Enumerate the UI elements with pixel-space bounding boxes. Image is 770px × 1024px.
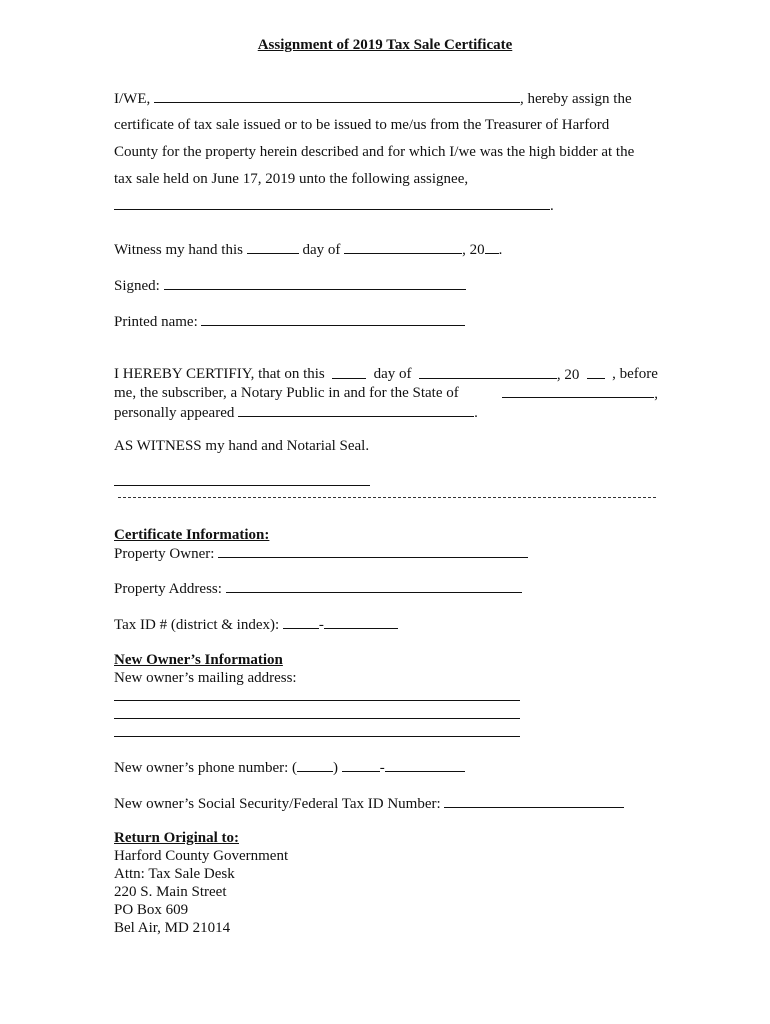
property-address-field[interactable] xyxy=(226,579,522,593)
assignee-name-field[interactable] xyxy=(114,196,550,210)
notary-row-2 xyxy=(114,384,658,403)
notary-row-1 xyxy=(114,365,658,384)
printed-name-label: Printed name: xyxy=(114,314,198,330)
printed-name-field[interactable] xyxy=(201,312,465,326)
assignee-line xyxy=(114,196,554,215)
assign-text-line-2: certificate of tax sale issued or to be issued to me/us from the Treasurer of Harford xyxy=(114,117,610,133)
signature-field[interactable] xyxy=(164,276,466,290)
tax-id-index-field[interactable] xyxy=(324,615,398,629)
property-address-line xyxy=(114,579,522,598)
phone-area-code-field[interactable] xyxy=(297,758,333,772)
document-title: Assignment of 2019 Tax Sale Certificate xyxy=(257,37,513,53)
notary-month-field[interactable] xyxy=(419,365,557,379)
witness-line xyxy=(114,240,502,259)
phone-separator: - xyxy=(379,760,385,776)
signed-line xyxy=(114,276,466,295)
notary-signature-line[interactable] xyxy=(114,485,370,486)
phone-label: New owner’s phone number: ( xyxy=(114,760,298,776)
assignor-name-field[interactable] xyxy=(154,89,520,103)
assignor-line xyxy=(114,89,632,108)
phone-prefix-field[interactable] xyxy=(342,758,380,772)
tax-id-label: Tax ID # (district & index): xyxy=(114,617,280,633)
property-owner-field[interactable] xyxy=(218,544,528,558)
notary-year-prefix: , 20 xyxy=(556,367,580,383)
mailing-address-field-1[interactable] xyxy=(114,700,520,701)
mailing-address-label: New owner’s mailing address: xyxy=(114,670,297,686)
phone-line xyxy=(114,758,465,777)
tax-id-line xyxy=(114,615,398,634)
ssn-label: New owner’s Social Security/Federal Tax ID Number: xyxy=(114,796,441,812)
assign-text-line-3: County for the property herein described and for which I/we was the high bidder at the xyxy=(114,144,635,160)
tax-id-separator: - xyxy=(318,617,324,633)
notary-year-field[interactable] xyxy=(587,365,605,379)
notary-state-field[interactable] xyxy=(502,384,654,398)
return-address-line: Attn: Tax Sale Desk xyxy=(114,866,235,882)
assign-text: , hereby assign the xyxy=(519,91,632,107)
notary-before: , before xyxy=(612,366,658,382)
witness-year-suffix: . xyxy=(498,242,503,258)
notary-day-field[interactable] xyxy=(332,365,366,379)
notary-day-of: day of xyxy=(373,366,412,382)
witness-day-of: day of xyxy=(302,242,341,258)
witness-year-prefix: , 20 xyxy=(462,242,485,258)
as-witness-text: AS WITNESS my hand and Notarial Seal. xyxy=(114,438,370,454)
tax-id-district-field[interactable] xyxy=(283,615,319,629)
new-owner-heading: New Owner’s Information xyxy=(114,652,283,668)
cut-line-divider xyxy=(118,497,656,498)
mailing-address-field-3[interactable] xyxy=(114,736,520,737)
ssn-line xyxy=(114,794,624,813)
return-address-line: Harford County Government xyxy=(114,848,289,864)
return-address-line: Bel Air, MD 21014 xyxy=(114,920,231,936)
witness-label: Witness my hand this xyxy=(114,242,243,258)
assignor-label: I/WE, xyxy=(114,91,151,107)
mailing-address-field-2[interactable] xyxy=(114,718,520,719)
return-address-line: 220 S. Main Street xyxy=(114,884,227,900)
assignee-period: . xyxy=(550,198,554,214)
notary-certify-text: I HEREBY CERTIFIY, that on this xyxy=(114,366,325,382)
return-address-line: PO Box 609 xyxy=(114,902,189,918)
phone-number-field[interactable] xyxy=(385,758,465,772)
ssn-field[interactable] xyxy=(444,794,624,808)
notary-row-3 xyxy=(114,403,658,422)
notary-appeared-field[interactable] xyxy=(238,403,474,417)
notary-comma: , xyxy=(654,386,658,402)
signed-label: Signed: xyxy=(114,278,160,294)
certificate-info-heading: Certificate Information: xyxy=(114,527,270,543)
notary-subscriber-text: me, the subscriber, a Notary Public in and for the State of xyxy=(114,385,459,401)
notary-paragraph xyxy=(114,365,658,422)
witness-year-field[interactable] xyxy=(485,240,499,254)
property-owner-line xyxy=(114,544,528,563)
property-owner-label: Property Owner: xyxy=(114,546,215,562)
printed-name-line xyxy=(114,312,465,331)
witness-month-field[interactable] xyxy=(344,240,462,254)
notary-appeared-text: personally appeared xyxy=(114,405,235,421)
return-heading: Return Original to: xyxy=(114,830,239,846)
assign-text-line-4: tax sale held on June 17, 2019 unto the following assignee, xyxy=(114,171,469,187)
witness-day-field[interactable] xyxy=(247,240,299,254)
phone-paren: ) xyxy=(333,760,339,776)
property-address-label: Property Address: xyxy=(114,581,222,597)
notary-period: . xyxy=(474,405,478,421)
